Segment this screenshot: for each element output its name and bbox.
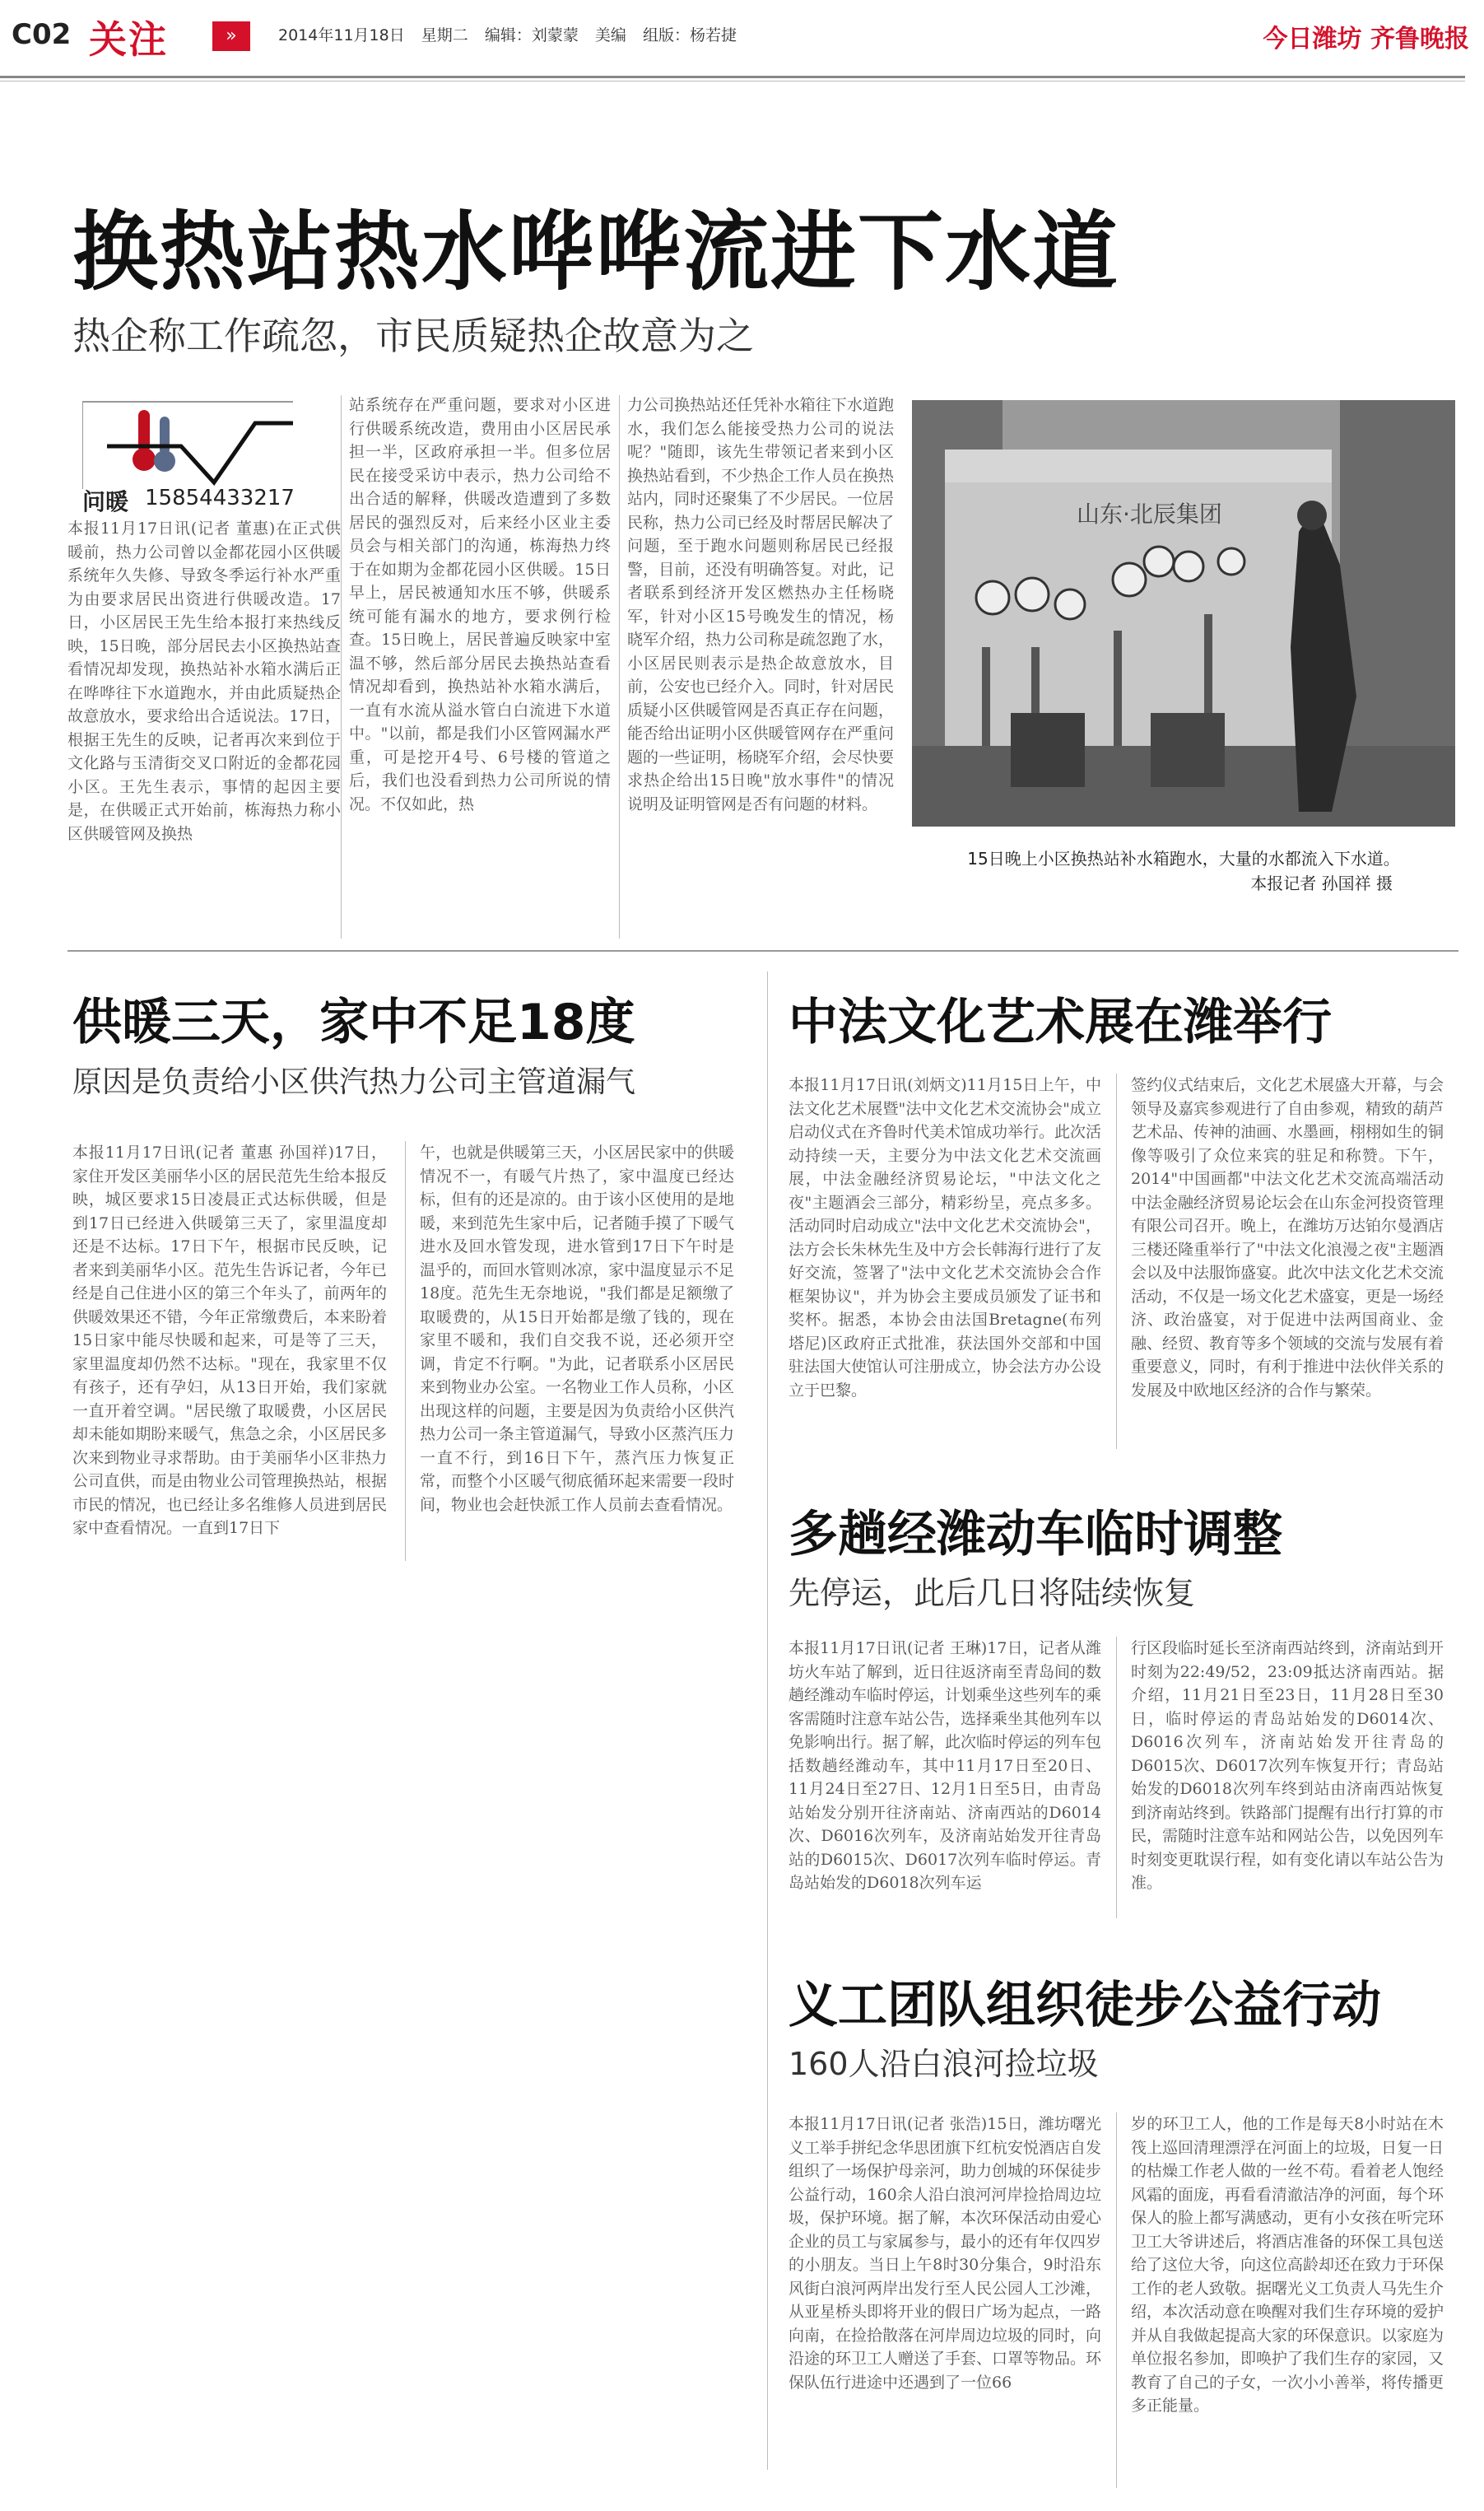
story2-headline: 供暖三天，家中不足18度: [72, 994, 635, 1051]
section-label: 关注: [89, 17, 168, 62]
column-divider: [405, 1141, 406, 1561]
page-column-divider: [767, 971, 768, 2470]
hotline-label: 问暖: [82, 488, 129, 515]
story1-headline: 换热站热水哗哗流进下水道: [72, 202, 1120, 302]
photo-credit: 本报记者 孙国祥 摄: [1250, 873, 1393, 893]
photo-caption: [912, 846, 1455, 896]
hotline-phone: 15854433217: [145, 486, 295, 510]
story2-subheadline: 原因是负责给小区供汽热力公司主管道漏气: [72, 1065, 636, 1099]
story5-column-1: 本报11月17日讯(记者 张浩)15日，潍坊曙光义工举手拼纪念华思团旗下红杭安悦酒店自发组织了一场保护母亲河，助力创城的环保徒步公益行动，160余人沿白浪河河岸捡拾周边垃圾，保护环境。据了解，本次环保活动由爱心企业的员工与家属参与，最小的还有年仅四岁的小朋友。当日上午8时30分集合，9时沿东风街白浪河两岸出发行至人民公园人工沙滩，从亚星桥头即将开业的假日广场为起点，一路向南，在捡拾散落在河岸周边垃圾的同时，向沿途的环卫工人赠送了手套、口罩等物品。环保队伍行进途中还遇到了一位66: [789, 2115, 1101, 2392]
page-number: C02: [12, 18, 72, 51]
header-divider-thin: [0, 81, 1465, 82]
issue-weekday: 星期二: [421, 26, 468, 44]
story3-column-2: 签约仪式结束后，文化艺术展盛大开幕，与会领导及嘉宾参观进行了自由参观，精致的葫芦艺术品、传神的油画、水墨画，栩栩如生的铜像等吸引了众位来宾的驻足和称赞。下午，2014"中国画都"中法文化艺术交流高端活动中法金融经济贸易论坛会在山东金河投资管理有限公司召开。晚上，在潍坊万达铂尔曼酒店三楼还隆重举行了"中法文化浪漫之夜"主题酒会以及中法服饰盛宴。此次中法文化艺术交流活动，不仅是一场文化艺术盛宴，更是一场经济、政治盛宴，对于促进中法两国商业、金融、经贸、教育等多个领域的交流与发展有着重要意义，同时，有利于推进中法伙伴关系的发展及中欧地区经济的合作与繁荣。: [1131, 1076, 1444, 1400]
story4-column-2: 行区段临时延长至济南西站终到，济南站到开时刻为22:49/52，23:09抵达济南西站。据介绍，11月21日至23日，11月28日至30日，临时停运的青岛站始发的D6014次、D6016次列车，济南站始发开往青岛的D6015次、D6017次列车恢复开行；青岛站始发的D6018次列车终到站由济南西站恢复到济南站终到。铁路部门提醒有出行打算的市民，需随时注意车站和网站公告，以免因列车时刻变更耽误行程，如有变化请以车站公告为准。: [1131, 1639, 1444, 1892]
story1-column-2: 站系统存在严重问题，要求对小区进行供暖系统改造，费用由小区居民承担一半，区政府承担一半。但多位居民在接受采访中表示，热力公司给不出合适的解释，供暖改造遭到了多数居民的强烈反对，后来经小区业主委员会与相关部门的沟通，栋海热力终于在如期为金都花园小区供暖。15日早上，居民被通知水压不够，供暖系统可能有漏水的地方，要求例行检查。15日晚上，居民普遍反映家中室温不够，然后部分居民去换热站查看情况却看到，换热站补水箱水满后，一直有水流从溢水管白白流进下水道中。"以前，都是我们小区管网漏水严重，可是挖开4号、6号楼的管道之后，我们也没看到热力公司所说的情况。不仅如此，热: [349, 396, 611, 813]
column-divider: [619, 395, 620, 939]
column-divider: [341, 395, 342, 939]
heat-station-photo: [912, 400, 1455, 827]
story5-subheadline: 160人沿白浪河捡垃圾: [789, 2046, 1099, 2082]
photo-caption-text: 15日晚上小区换热站补水箱跑水，大量的水都流入下水道。: [967, 849, 1400, 869]
header-divider: [0, 76, 1465, 78]
newspaper-brand: 今日潍坊 齐鲁晚报: [1263, 25, 1469, 54]
photo-sign-text: 山东·北辰集团: [1077, 501, 1222, 528]
story1-column-3: 力公司换热站还任凭补水箱往下水道跑水，我们怎么能接受热力公司的说法呢？"随即，该先生带领记者来到小区换热站看到，不少热企工作人员在换热站内，同时还聚集了不少居民。一位居民称，热力公司已经及时帮居民解决了问题，至于跑水问题则称居民已经报警，目前，还没有明确答复。对此，记者联系到经济开发区燃热办主任杨晓军，针对小区15号晚发生的情况，杨晓军介绍，热力公司称是疏忽跑了水，小区居民则表示是热企故意放水，目前，公安也已经介入。同时，针对居民质疑小区供暖管网是否真正存在问题，能否给出证明小区供暖管网存在严重问题的一些证明，杨晓军介绍，会尽快要求热企给出15日晚"放水事件"的情况说明及证明管网是否有问题的材料。: [627, 396, 894, 813]
double-chevron-icon: »: [212, 21, 250, 51]
story3-column-1: 本报11月17日讯(刘炳文)11月15日上午，中法文化艺术展暨"法中文化艺术交流协会"成立启动仪式在齐鲁时代美术馆成功举行。此次活动持续一天，主要分为中法文化艺术交流画展，中法金融经济贸易论坛，"中法文化之夜"主题酒会三部分，精彩纷呈，亮点多多。活动同时启动成立"法中文化艺术交流协会"，法方会长朱林先生及中方会长韩海行进行了友好交流，签署了"法中文化艺术交流协会合作框架协议"，并为协会主要成员颁发了证书和奖杯。据悉，本协会由法国Bretagne(布列塔尼)区政府正式批准，获法国外交部和中国驻法国大使馆认可注册成立，协会法方办公设立于巴黎。: [789, 1076, 1101, 1400]
layout-credit: 组版：杨若捷: [642, 26, 737, 44]
story2-column-1: 本报11月17日讯(记者 董惠 孙国祥)17日，家住开发区美丽华小区的居民范先生给本报反映，城区要求15日凌晨正式达标供暖，但是到17日已经进入供暖第三天了，家里温度却还是不达标。17日下午，根据市民反映，记者来到美丽华小区。范先生告诉记者，今年已经是自己住进小区的第三个年头了，前两年的供暖效果还不错，今年正常缴费后，本来盼着15日家中能尽快暖和起来，可是等了三天，家里温度却仍然不达标。"现在，我家里不仅有孩子，还有孕妇，从13日开始，我们家就一直开着空调。"居民缴了取暖费，小区居民却未能如期盼来暖气，焦急之余，小区居民多次来到物业寻求帮助。由于美丽华小区非热力公司直供，而是由物业公司管理换热站，根据市民的情况，也已经让多名维修人员进到居民家中查看情况。一直到17日下: [72, 1144, 387, 1537]
art-editor-credit: 美编: [594, 26, 626, 44]
column-divider: [1116, 1074, 1117, 1449]
story4-column-1: 本报11月17日讯(记者 王琳)17日，记者从潍坊火车站了解到，近日往返济南至青岛间的数趟经潍动车临时停运，计划乘坐这些列车的乘客需随时注意车站公告，选择乘坐其他列车以免影响出行。据了解，此次临时停运的列车包括数趟经潍动车，其中11月17日至20日、11月24日至27日、12月1日至5日，由青岛站始发分别开往济南站、济南西站的D6014次、D6016次列车，及济南站始发开往青岛站的D6015次、D6017次列车临时停运。青岛站始发的D6018次列车运: [789, 1639, 1101, 1892]
story1-column-1: 本报11月17日讯(记者 董惠)在正式供暖前，热力公司曾以金都花园小区供暖系统年久失修、导致冬季运行补水严重为由要求居民出资进行供暖改造。17日，小区居民王先生给本报打来热线反映，15日晚，部分居民去小区换热站查看情况却发现，换热站补水箱水满后正在哗哗往下水道跑水，并由此质疑热企故意放水，要求给出合适说法。17日，根据王先生的反映，记者再次来到位于文化路与玉清街交叉口附近的金都花园小区。王先生表示，事情的起因主要是，在供暖正式开始前，栋海热力称小区供暖管网及换热: [67, 519, 341, 843]
issue-date: 2014年11月18日: [278, 26, 405, 44]
column-divider: [1116, 2113, 1117, 2488]
story5-column-2: 岁的环卫工人，他的工作是每天8小时站在木筏上巡回清理漂浮在河面上的垃圾，日复一日的枯燥工作老人做的一丝不苟。看着老人饱经风霜的面庞，再看看清澈洁净的河面，每个环保人的脸上都写满感动，更有小女孩在听完环卫工大爷讲述后，将酒店准备的环保工具包送给了这位大爷，向这位高龄却还在致力于环保工作的老人致敬。据曙光义工负责人马先生介绍，本次活动意在唤醒对我们生存环境的爱护并从自我做起提高大家的环保意识。以家庭为单位报名参加，即唤护了我们生存的家园，又教育了自己的子女，一次小小善举，将传播更多正能量。: [1131, 2115, 1444, 2415]
story4-subheadline: 先停运，此后几日将陆续恢复: [789, 1575, 1196, 1611]
editor-credit: 编辑：刘蒙蒙: [484, 26, 579, 44]
story4-headline: 多趟经潍动车临时调整: [789, 1506, 1282, 1563]
section-divider: [67, 950, 1458, 952]
thermometer-icon: [82, 400, 293, 491]
story3-headline: 中法文化艺术展在潍举行: [789, 994, 1332, 1051]
column-divider: [1116, 1637, 1117, 1918]
story5-headline: 义工团队组织徒步公益行动: [789, 1977, 1381, 2034]
story2-column-2: 午，也就是供暖第三天，小区居民家中的供暖情况不一，有暖气片热了，家中温度已经达标，但有的还是凉的。由于该小区使用的是地暖，来到范先生家中后，记者随手摸了下暖气进水及回水管发现，进水管到17日下午时是温乎的，而回水管则冰凉，家中温度显示不足18度。范先生无奈地说，"我们都是足额缴了取暖费的，从15日开始都是缴了钱的，现在家里不暖和，我们自交我不说，还必须开空调，肯定不行啊。"为此，记者联系小区居民来到物业办公室。一名物业工作人员称，小区出现这样的问题，主要是因为负责给小区供汽热力公司一条主管道漏气，导致小区蒸汽压力一直不行，到16日下午，蒸汽压力恢复正常，而整个小区暖气彻底循环起来需要一段时间，物业也会赶快派工作人员前去查看情况。: [420, 1144, 734, 1514]
issue-meta: [278, 23, 748, 45]
story1-subheadline: 热企称工作疏忽，市民质疑热企故意为之: [72, 314, 754, 358]
